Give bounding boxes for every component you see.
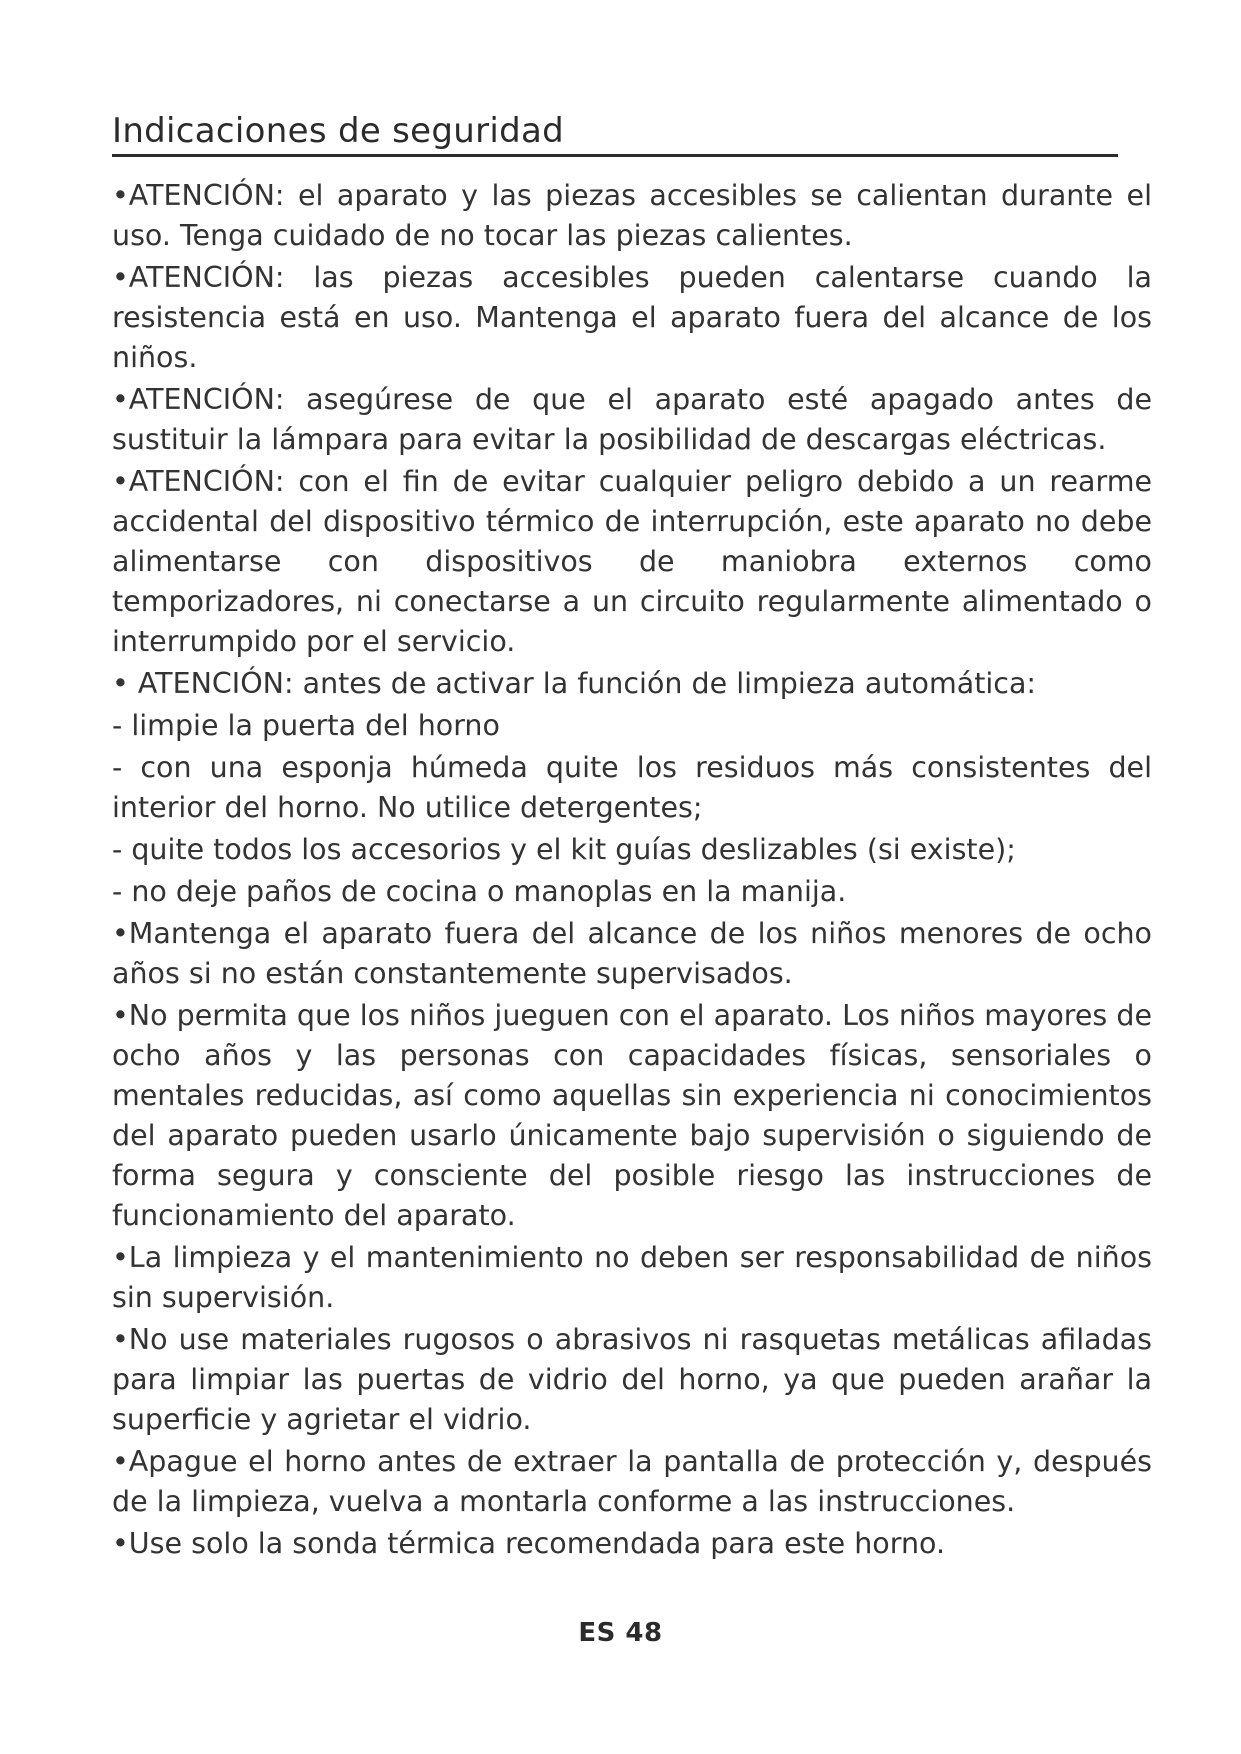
- paragraph: •Mantenga el aparato fuera del alcance de los niños menores de ocho años si no están constantemente supervisados.: [112, 917, 1152, 990]
- paragraph: •No permita que los niños jueguen con el aparato. Los niños mayores de ocho años y las personas con capacidades físicas, sensoriales o mentales reducidas, así como aquellas sin experiencia ni conocimientos del aparato pueden usarlo únicamente bajo supervisión o siguiendo de forma segura y consciente del posible riesgo las instrucciones de funcionamiento del aparato.: [112, 999, 1152, 1232]
- paragraph: •ATENCIÓN: asegúrese de que el aparato esté apagado antes de sustituir la lámpara para evitar la posibilidad de descargas eléctricas.: [112, 383, 1152, 456]
- paragraph: • ATENCIÓN: antes de activar la función de limpieza automática:: [112, 667, 1037, 700]
- page-title: Indicaciones de seguridad: [112, 111, 565, 151]
- paragraph: •ATENCIÓN: las piezas accesibles pueden calentarse cuando la resistencia está en uso. Mantenga el aparato fuera del alcance de los niños.: [112, 261, 1152, 374]
- list-item: - limpie la puerta del horno: [112, 709, 500, 742]
- safety-instructions: [112, 176, 1152, 1566]
- paragraph: •No use materiales rugosos o abrasivos ni rasquetas metálicas afiladas para limpiar las puertas de vidrio del horno, ya que pueden arañar la superficie y agrietar el vidrio.: [112, 1323, 1152, 1436]
- paragraph: •Apague el horno antes de extraer la pantalla de protección y, después de la limpieza, vuelva a montarla conforme a las instrucciones.: [112, 1445, 1152, 1518]
- paragraph: •La limpieza y el mantenimiento no deben ser responsabilidad de niños sin supervisión.: [112, 1241, 1152, 1314]
- paragraph: •ATENCIÓN: el aparato y las piezas accesibles se calientan durante el uso. Tenga cuidado de no tocar las piezas calientes.: [112, 179, 1152, 252]
- list-item: - con una esponja húmeda quite los residuos más consistentes del interior del horno. No utilice detergentes;: [112, 751, 1152, 824]
- list-item: - quite todos los accesorios y el kit guías deslizables (si existe);: [112, 833, 1016, 866]
- page-number: ES 48: [578, 1618, 663, 1648]
- paragraph: •Use solo la sonda térmica recomendada para este horno.: [112, 1527, 945, 1560]
- paragraph: •ATENCIÓN: con el fin de evitar cualquier peligro debido a un rearme accidental del dispositivo térmico de interrupción, este aparato no debe alimentarse con dispositivos de maniobra externos como temporizadores, ni conectarse a un circuito regularmente alimentado o interrumpido por el servicio.: [112, 465, 1152, 658]
- section-header: [112, 108, 1118, 157]
- list-item: - no deje paños de cocina o manoplas en la manija.: [112, 875, 847, 908]
